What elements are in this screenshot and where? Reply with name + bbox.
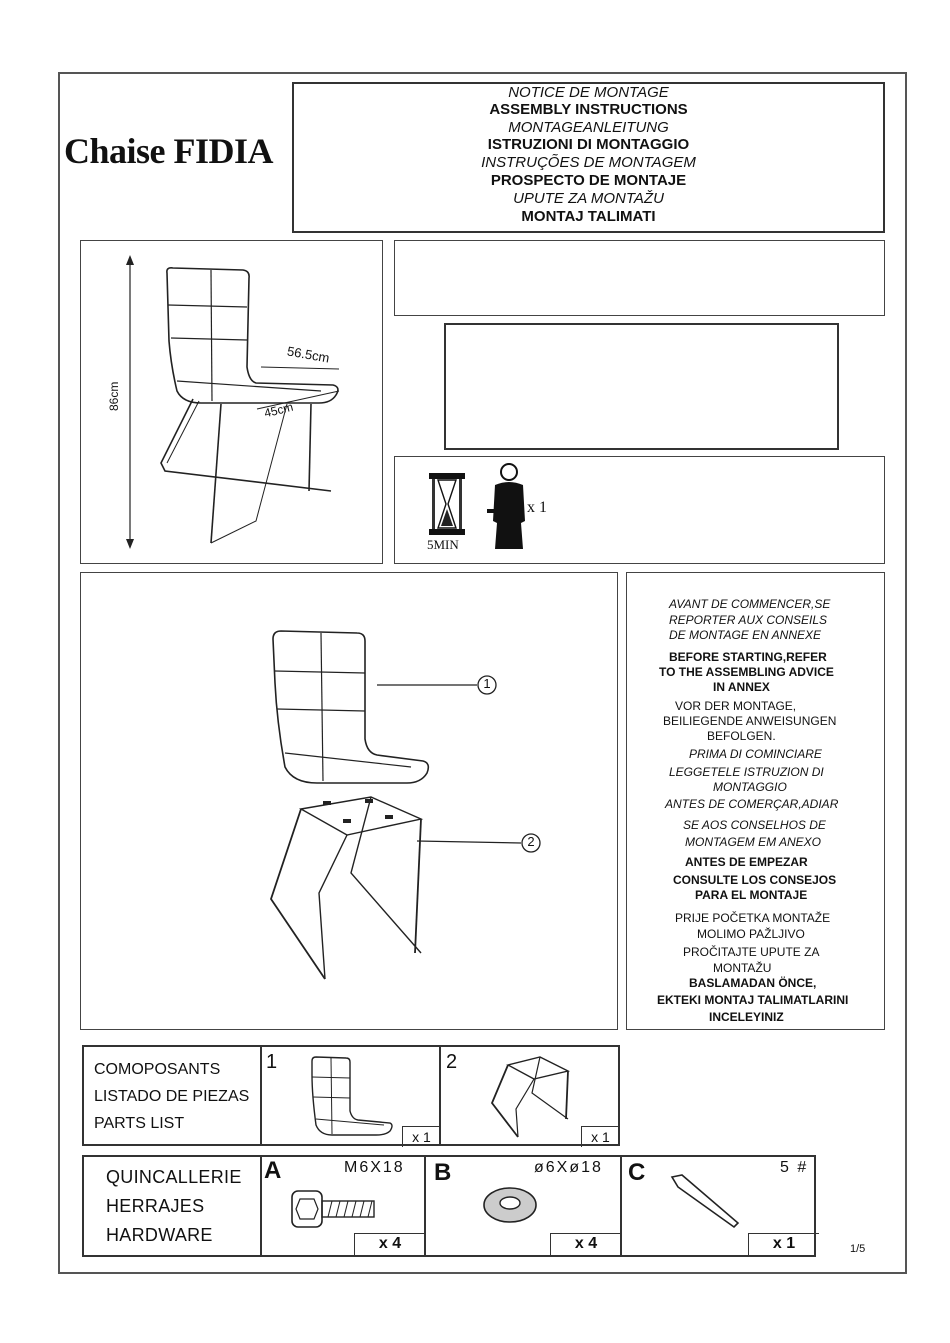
allen-key-icon (668, 1171, 768, 1231)
instruction-line-fr: NOTICE DE MONTAGE (508, 84, 669, 101)
part-2-qty: x 1 (581, 1126, 619, 1147)
hardware-a-qty: x 4 (354, 1233, 425, 1256)
assembly-info-box (394, 456, 885, 564)
dimensions-box (80, 240, 383, 564)
hardware-a-letter: A (264, 1157, 282, 1184)
instruction-line-it: ISTRUZIONI DI MONTAGGIO (487, 136, 690, 153)
annex-note: PARA EL MONTAJE (695, 888, 808, 902)
annex-note: INCELEYINIZ (709, 1010, 784, 1024)
annex-note: BEILIEGENDE ANWEISUNGEN (663, 714, 837, 728)
bolt-icon (290, 1187, 390, 1231)
annex-notes-box (626, 572, 885, 1030)
annex-note: PROČITAJTE UPUTE ZA (683, 945, 820, 959)
instruction-line-hr: UPUTE ZA MONTAŽU (513, 190, 664, 207)
hardware-c-qty: x 1 (748, 1233, 819, 1256)
height-dimension-label: 86cm (107, 381, 121, 411)
part-1-seat-thumbnail (304, 1055, 404, 1143)
part-2-base-thumbnail (488, 1053, 588, 1141)
person-count-label: x 1 (527, 499, 547, 516)
part-2-callout: 2 (527, 834, 535, 849)
instructions-header-box (292, 82, 885, 233)
annex-note: SE AOS CONSELHOS DE (683, 818, 826, 832)
annex-note: MONTAŽU (713, 961, 772, 975)
blank-info-box (394, 240, 885, 316)
part-1-number: 1 (266, 1051, 278, 1073)
instruction-line-es: PROSPECTO DE MONTAJE (490, 172, 687, 189)
annex-note: ANTES DE EMPEZAR (685, 855, 808, 869)
annex-note: DE MONTAGE EN ANNEXE (669, 628, 822, 642)
annex-note: BEFOLGEN. (707, 729, 776, 743)
chair-dimensions-drawing (81, 241, 384, 565)
hardware-c-code: 5 # (780, 1159, 809, 1176)
page-number: 1/5 (850, 1243, 866, 1255)
hardware-label-fr: QUINCALLERIE (106, 1167, 242, 1187)
depth-dimension-label: 56.5cm (286, 343, 331, 366)
hardware-label-en: HARDWARE (106, 1225, 213, 1245)
annex-note: IN ANNEX (713, 680, 770, 694)
column-divider (260, 1157, 262, 1255)
part-2-number: 2 (446, 1051, 458, 1073)
annex-note: ANTES DE COMERÇAR,ADIAR (665, 797, 839, 811)
annex-note: BASLAMADAN ÖNCE, (689, 976, 817, 990)
annex-note: PRIJE POČETKA MONTAŽE (675, 911, 831, 925)
annex-note: VOR DER MONTAGE, (675, 699, 797, 713)
hardware-b-code: ø6Xø18 (534, 1159, 603, 1176)
hardware-table (82, 1155, 816, 1257)
hardware-label-es: HERRAJES (106, 1196, 205, 1216)
annex-note: MOLIMO PAŽLJIVO (697, 927, 805, 941)
instruction-line-pt: INSTRUÇÕES DE MONTAGEM (481, 154, 696, 171)
hardware-b-letter: B (434, 1159, 452, 1186)
washer-icon (480, 1181, 540, 1225)
parts-label-en: PARTS LIST (94, 1115, 185, 1132)
annex-note: MONTAGEM EM ANEXO (685, 835, 822, 849)
annex-note: PRIMA DI COMINCIARE (689, 747, 822, 761)
annex-note: CONSULTE LOS CONSEJOS (673, 873, 837, 887)
parts-label-es: LISTADO DE PIEZAS (94, 1088, 250, 1105)
hardware-b-qty: x 4 (550, 1233, 621, 1256)
instruction-line-tr: MONTAJ TALIMATI (521, 208, 656, 225)
part-1-qty: x 1 (402, 1126, 440, 1147)
column-divider (260, 1047, 262, 1144)
annex-note: MONTAGGIO (713, 780, 787, 794)
annex-note: TO THE ASSEMBLING ADVICE (659, 665, 834, 679)
instruction-line-en: ASSEMBLY INSTRUCTIONS (489, 101, 688, 118)
hardware-c-letter: C (628, 1159, 646, 1186)
blank-label-box (444, 323, 839, 450)
part-1-callout: 1 (483, 676, 491, 691)
hourglass-icon (427, 471, 467, 537)
product-title: Chaise FIDIA (64, 131, 274, 171)
parts-label-fr: COMOPOSANTS (94, 1061, 221, 1078)
instruction-line-de: MONTAGEANLEITUNG (508, 119, 669, 136)
annex-note: EKTEKI MONTAJ TALIMATLARINI (657, 993, 849, 1007)
annex-note: REPORTER AUX CONSEILS (669, 613, 828, 627)
parts-list-table (82, 1045, 620, 1146)
person-icon (487, 463, 531, 553)
width-dimension-label: 45cm (262, 399, 295, 421)
annex-note: AVANT DE COMMENCER,SE (669, 597, 831, 611)
exploded-view-box (80, 572, 618, 1030)
exploded-view-drawing (81, 573, 619, 1031)
assembly-time-label: 5MIN (427, 537, 459, 552)
hardware-a-code: M6X18 (344, 1159, 405, 1176)
annex-note: BEFORE STARTING,REFER (669, 650, 827, 664)
annex-note: LEGGETELE ISTRUZION DI (669, 765, 824, 779)
